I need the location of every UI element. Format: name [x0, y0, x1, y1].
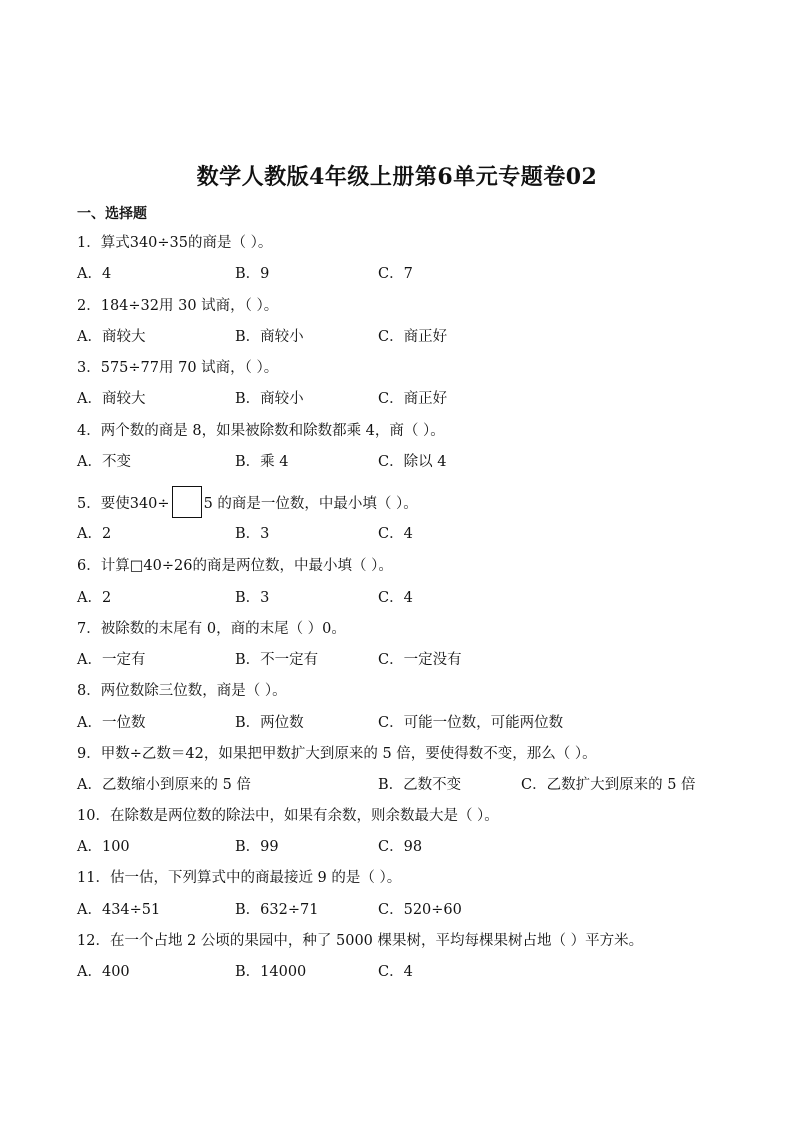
question-stem: 在一个占地 2 公顷的果园中，种了 5000 棵果树，平均每棵果树占地（ ）平方米。 [109, 933, 644, 949]
question-number: 8． [77, 683, 101, 699]
question-number: 3． [77, 360, 101, 376]
question-stem: 算式340÷35的商是（ ）。 [100, 235, 273, 251]
question-stem: 在除数是两位数的除法中，如果有余数，则余数最大是（ ）。 [109, 808, 499, 824]
option-c[interactable]: C．4 [378, 964, 413, 980]
option-a[interactable]: A．100 [77, 839, 130, 855]
question-stem: 575÷77用 70 试商，（ ）。 [100, 360, 279, 376]
option-b[interactable]: B．乘 4 [235, 454, 289, 470]
option-c[interactable]: C．除以 4 [378, 454, 447, 470]
question-3 [77, 358, 278, 378]
question-8 [77, 681, 287, 701]
option-b[interactable]: B．两位数 [235, 715, 304, 731]
answer-box[interactable] [172, 486, 202, 518]
question-5 [77, 488, 418, 520]
option-c[interactable]: C．520÷60 [378, 902, 462, 918]
option-c[interactable]: C．7 [378, 266, 413, 282]
option-c[interactable]: C．4 [378, 526, 413, 542]
option-c[interactable]: C．4 [378, 590, 413, 606]
option-c[interactable]: C．98 [378, 839, 423, 855]
question-number: 10． [77, 808, 110, 824]
option-a[interactable]: A．一位数 [77, 715, 146, 731]
question-number: 11． [77, 870, 110, 886]
option-b[interactable]: B．商较小 [235, 329, 304, 345]
option-b[interactable]: B．14000 [235, 964, 307, 980]
question-stem-post: 5 的商是一位数，中最小填（ ）。 [203, 496, 418, 512]
option-a[interactable]: A．乙数缩小到原来的 5 倍 [77, 777, 251, 793]
option-c[interactable]: C．一定没有 [378, 652, 462, 668]
question-stem: 两个数的商是 8，如果被除数和除数都乘 4，商（ ）。 [100, 423, 445, 439]
option-b[interactable]: B．632÷71 [235, 902, 319, 918]
question-number: 9． [77, 746, 101, 762]
option-a[interactable]: A．2 [77, 526, 112, 542]
option-b[interactable]: B．3 [235, 526, 270, 542]
question-7 [77, 619, 346, 639]
option-b[interactable]: B．3 [235, 590, 270, 606]
option-a[interactable]: A．2 [77, 590, 112, 606]
question-2 [77, 296, 278, 316]
question-10 [77, 806, 499, 826]
option-c[interactable]: C．商正好 [378, 391, 448, 407]
question-stem: 估一估，下列算式中的商最接近 9 的是（ ）。 [109, 870, 402, 886]
option-b[interactable]: B．不一定有 [235, 652, 319, 668]
question-stem: 184÷32用 30 试商，（ ）。 [100, 298, 279, 314]
question-stem: 甲数÷乙数＝42，如果把甲数扩大到原来的 5 倍，要使得数不变，那么（ ）。 [100, 746, 597, 762]
question-number: 2． [77, 298, 101, 314]
question-11 [77, 868, 401, 888]
question-number: 12． [77, 933, 110, 949]
question-1 [77, 233, 272, 253]
option-a[interactable]: A．400 [77, 964, 130, 980]
option-b[interactable]: B．9 [235, 266, 270, 282]
question-stem-pre: 要使340÷ [100, 496, 170, 512]
question-4 [77, 421, 445, 441]
option-c[interactable]: C．商正好 [378, 329, 448, 345]
question-6 [77, 556, 393, 576]
option-b[interactable]: B．商较小 [235, 391, 304, 407]
question-number: 4． [77, 423, 101, 439]
option-a[interactable]: A．4 [77, 266, 112, 282]
question-stem: 被除数的末尾有 0，商的末尾（ ）0。 [100, 621, 346, 637]
question-12 [77, 931, 643, 951]
option-a[interactable]: A．不变 [77, 454, 131, 470]
section-title: 一、选择题 [77, 206, 147, 222]
question-number: 1． [77, 235, 101, 251]
question-number: 5． [77, 496, 101, 512]
option-a[interactable]: A．一定有 [77, 652, 146, 668]
question-stem: 计算□40÷26的商是两位数，中最小填（ ）。 [100, 558, 393, 574]
option-c[interactable]: C．乙数扩大到原来的 5 倍 [521, 777, 696, 793]
option-c[interactable]: C．可能一位数，可能两位数 [378, 715, 564, 731]
option-b[interactable]: B．99 [235, 839, 279, 855]
page-title: 数学人教版4年级上册第6单元专题卷02 [196, 164, 598, 190]
question-number: 7． [77, 621, 101, 637]
option-a[interactable]: A．434÷51 [77, 902, 161, 918]
question-stem: 两位数除三位数，商是（ ）。 [100, 683, 287, 699]
question-number: 6． [77, 558, 101, 574]
option-a[interactable]: A．商较大 [77, 391, 146, 407]
question-9 [77, 744, 597, 764]
option-b[interactable]: B．乙数不变 [378, 777, 462, 793]
option-a[interactable]: A．商较大 [77, 329, 146, 345]
